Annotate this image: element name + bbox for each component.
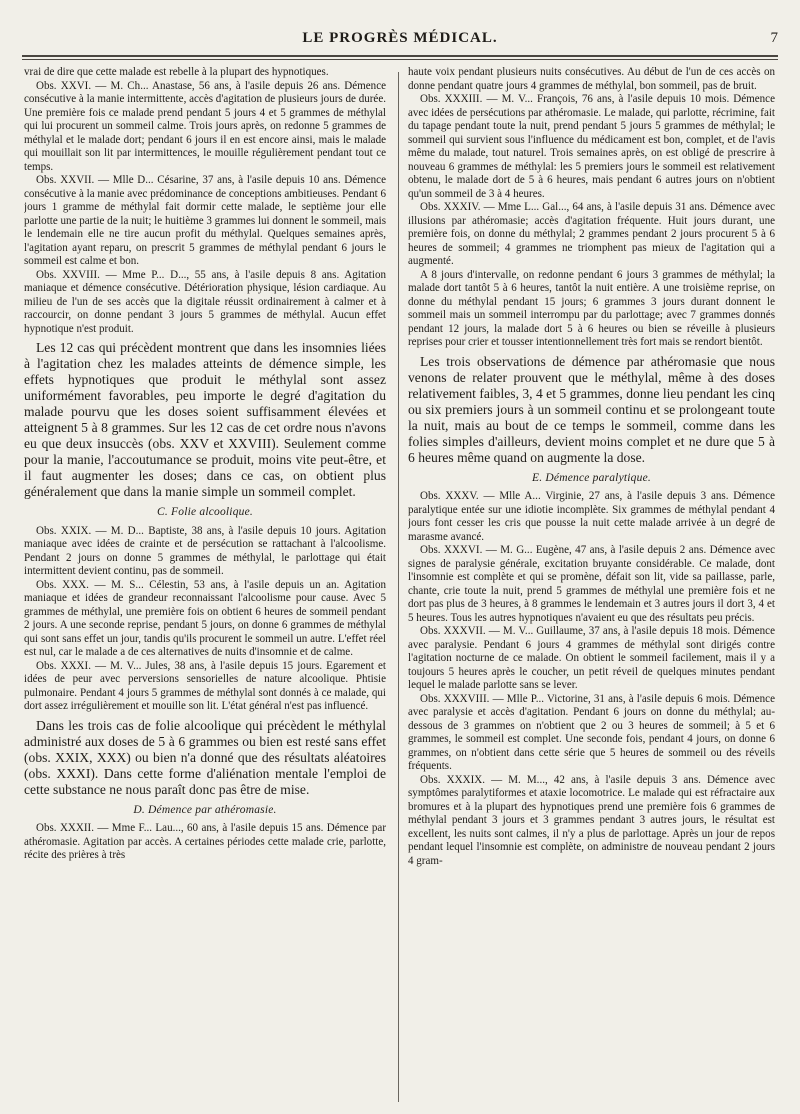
header-rule-thin xyxy=(22,59,778,60)
section-heading: D. Démence par athéromasie. xyxy=(133,803,277,816)
observation-paragraph: Obs. XXXVIII. — Mlle P... Victorine, 31 ans, à l'asile depuis 6 mois. Démence avec paralysie et accès d'agitation. Pendant 6 jours on donne du méthylal; au-dessous de 3 grammes on n'obtient que 2 ou 3 heures de sommeil; à 5 et 6 grammes, le sommeil est complet. Une seconde fois, pendant 4 jours, on donne 6 grammes, on n'obtient dans cette série que 5 heures de sommeil ou des réveils fréquents. xyxy=(408,692,775,772)
page-header xyxy=(22,30,778,56)
observation-paragraph: Obs. XXXVI. — M. G... Eugène, 47 ans, à l'asile depuis 2 ans. Démence avec signes de paralysie générale, excitation bruyante considérable. Ce malade, dont l'insomnie est complète et qui se promène, défait son lit, vide sa paillasse, parle, chante, crie toute la nuit, prend 5 grammes de méthylal une première fois et ne dort pas plus de 3 heures, à 8 grammes le lendemain et 3 autres jours il dort 3, 4 et 5 heures. Tous les autres hypnotiques n'avaient eu que des résultats peu précis. xyxy=(408,544,775,624)
observation-paragraph: Obs. XXXIX. — M. M..., 42 ans, à l'asile depuis 3 ans. Démence avec symptômes paralytiformes et ataxie locomotrice. Le malade qui est réfractaire aux bromures et à la plupart des hypnotiques prend une première fois 6 grammes de méthylal pendant 3 jours et 3 grammes pendant 3 autres jours, le résultat est excellent, les nuits sont calmes, il n'y a plus de parlottage. Après un jour de repos pendant lequel l'insomnie est complète, on administre de nouveau pendant 2 jours 4 gram- xyxy=(408,773,775,867)
section-heading: C. Folie alcoolique. xyxy=(157,506,253,518)
column-divider xyxy=(398,72,399,1102)
observation-paragraph: Obs. XXXV. — Mlle A... Virginie, 27 ans, à l'asile depuis 3 ans. Démence paralytique entée sur une idiotie incomplète. Six grammes de méthylal pendant 4 jours font cesser les cris que pousse la nuit cette malade arrivée à un degré de marasme avancé. xyxy=(408,490,775,543)
observation-paragraph: Obs. XXVI. — M. Ch... Anastase, 56 ans, à l'asile depuis 26 ans. Démence consécutive à la manie intermittente, accès d'agitation de plusieurs jours de durée. Une première fois ce malade prend pendant 5 jours 4 et 5 grammes de méthylal qui lui procurent un sommeil calme. Trois jours après, on redonne 5 grammes de méthylal et le malade dort; pendant 6 jours il en est encore ainsi, mais le malade qui mouillait son lit par intermittences, le mouille régulièrement pendant tout ce temps. xyxy=(24,79,386,173)
observation-paragraph: Obs. XXVIII. — Mme P... D..., 55 ans, à l'asile depuis 8 ans. Agitation maniaque et démence consécutive. Détérioration physique, lésion cardiaque. Au milieu de l'un de ses accès que la digitale réussit ordinairement à calmer et à raccourcir, on donne pendant 3 jours 5 grammes de méthylal. Aucun effet hypnotique n'est produit. xyxy=(24,268,386,335)
running-title: LE PROGRÈS MÉDICAL. xyxy=(302,30,498,46)
text-columns xyxy=(24,66,776,1112)
page-number: 7 xyxy=(770,30,778,46)
observation-paragraph: Obs. XXXII. — Mme F... Lau..., 60 ans, à l'asile depuis 15 ans. Démence par athéromasie. Agitation par accès. A certaines périodes cette malade crie, parlotte, récite des prières à très xyxy=(24,822,386,861)
paragraph: A 8 jours d'intervalle, on redonne pendant 6 jours 3 grammes de méthylal; la malade dort tantôt 5 à 6 heures, tantôt la nuit entière. A une troisième reprise, on donne du méthylal pendant 15 jours; 6 grammes 3 jours durant donnent le sommeil mais un sommeil interrompu par du parlottage; avec 7 grammes donnés pendant 12 jours, la malade dort 5 à 6 heures ou bien se réveille à plusieurs reprises pour crier et tousser intentionnellement très fort mais se rendort bientôt. xyxy=(408,268,775,348)
continued-paragraph: vrai de dire que cette malade est rebelle à la plupart des hypnotiques. xyxy=(24,66,329,78)
commentary-paragraph: Dans les trois cas de folie alcoolique qui précèdent le méthylal administré aux doses de 5 à 6 grammes ou bien est resté sans effet (obs. XXIX, XXX) ou bien n'a donné que des résultats aléatoires (obs. XXXI). Dans cette forme d'aliénation mentale l'emploi de cette substance ne nous paraît donc pas être de mise. xyxy=(24,717,386,797)
observation-paragraph: Obs. XXX. — M. S... Célestin, 53 ans, à l'asile depuis un an. Agitation maniaque et idées de grandeur reconnaissant l'alcoolisme pour cause. Avec 5 grammes de méthylal, une première fois on obtient 6 heures de sommeil pendant 2 jours. A une seconde reprise, pendant 5 jours, on donne 6 grammes de méthylal qui sont sans effet un jour, tandis qu'ils procurent le sommeil un autre. L'effet réel est nul, car le malade a de ces alternatives de nuits d'insomnie et de calme. xyxy=(24,578,386,658)
commentary-paragraph: Les 12 cas qui précèdent montrent que dans les insomnies liées à l'agitation chez les malades atteints de démence simple, les effets hypnotiques que produit le méthylal sont assez uniformément favorables, peu importe le degré d'agitation du malade pourvu que les doses soient suffisamment élevées et atteignent 5 à 8 grammes. Sur les 12 cas de cet ordre nous n'avons eu que deux insuccès (obs. XXV et XXVIII). Seulement comme pour la manie, l'accoutumance se produit, moins vite peut-être, et il faut augmenter les doses; dans ce cas, on obtient plus généralement que dans la manie simple un sommeil complet. xyxy=(24,340,386,499)
section-heading: E. Démence paralytique. xyxy=(532,471,651,484)
observation-paragraph: Obs. XXXI. — M. V... Jules, 38 ans, à l'asile depuis 15 jours. Egarement et idées de peur avec perversions sensorielles de nature alcoolique. Phtisie pulmonaire. Pendant 4 jours 5 grammes de méthylal sont donnés à ce malade, qui dort assez irrégulièrement et mouille son lit. L'état général n'est pas influencé. xyxy=(24,659,386,712)
observation-paragraph: Obs. XXXIII. — M. V... François, 76 ans, à l'asile depuis 10 mois. Démence avec idées de persécutions par athéromasie. Le malade, qui parlotte, récrimine, fait du tapage pendant toute la nuit, prend pendant 5 jours 5 grammes de méthylal; le sommeil qui survient sous l'influence du médicament est bon, complet, et de l'avis même du malade, tout naturel. Trois semaines après, on est obligé de prescrire à nouveau 6 grammes de méthylal: les 5 premiers jours le sommeil est relativement obtenu, le malade dort de 5 à 6 heures, mais pendant 6 autres jours on n'obtient qu'un sommeil de 3 à 4 heures. xyxy=(408,93,775,200)
commentary-paragraph: Les trois observations de démence par athéromasie que nous venons de relater prouvent que le méthylal, même à des doses relativement faibles, 3, 4 et 5 grammes, donne lieu pendant les cinq ou six premiers jours à un sommeil continu et se prolongeant toute la nuit, mais au bout de ce temps le sommeil, comme dans les folies simples d'ailleurs, devient moins complet et ne dure que 5 à 6 heures même quand on augmente la dose. xyxy=(408,353,775,465)
observation-paragraph: Obs. XXVII. — Mlle D... Césarine, 37 ans, à l'asile depuis 10 ans. Démence consécutive à la manie avec prédominance de conceptions ambitieuses. Pendant 6 jours 1 gramme de méthylal fait dormir cette malade, le septième jour elle parlotte une partie de la nuit; le huitième 3 grammes lui donnent le sommeil, mais le lendemain elle ne tire aucun profit du méthylal. Quelques semaines après, l'agitation ayant reparu, on prescrit 5 grammes de méthylal pendant 6 jours le sommeil est calme et bon. xyxy=(24,174,386,267)
observation-paragraph: Obs. XXXVII. — M. V... Guillaume, 37 ans, à l'asile depuis 18 mois. Démence avec paralysie. Pendant 6 jours 4 grammes de méthylal sont dirigés contre l'agitation nocturne de ce malade. On obtient le sommeil facilement, mais il y a toujours 5 heures après le coucher, un petit réveil de quelques minutes pendant lequel le malade parlotte sans se lever. xyxy=(408,625,775,691)
left-column xyxy=(24,66,386,1112)
observation-paragraph: Obs. XXXIV. — Mme L... Gal..., 64 ans, à l'asile depuis 31 ans. Démence avec illusions par athéromasie; accès d'agitation fréquente. Huit jours durant, une première fois, on donne du méthylal; 2 grammes pendant 2 jours procurent 5 à 6 heures de sommeil; 4 grammes ne triomphent pas mieux de l'agitation qui a augmenté. xyxy=(408,201,775,267)
observation-paragraph: Obs. XXIX. — M. D... Baptiste, 38 ans, à l'asile depuis 10 jours. Agitation maniaque avec idées de crainte et de persécution se rattachant à l'alcoolisme. Pendant 2 jours on donne 5 grammes de méthylal, le parlottage qui était intermittent devient continu, pas de sommeil. xyxy=(24,524,386,577)
continued-paragraph: haute voix pendant plusieurs nuits consécutives. Au début de l'un de ces accès on donne pendant quatre jours 4 grammes de méthylal, bon sommeil, pas de bruit. xyxy=(408,66,775,92)
right-column xyxy=(408,66,775,1112)
header-rule-thick xyxy=(22,55,778,57)
